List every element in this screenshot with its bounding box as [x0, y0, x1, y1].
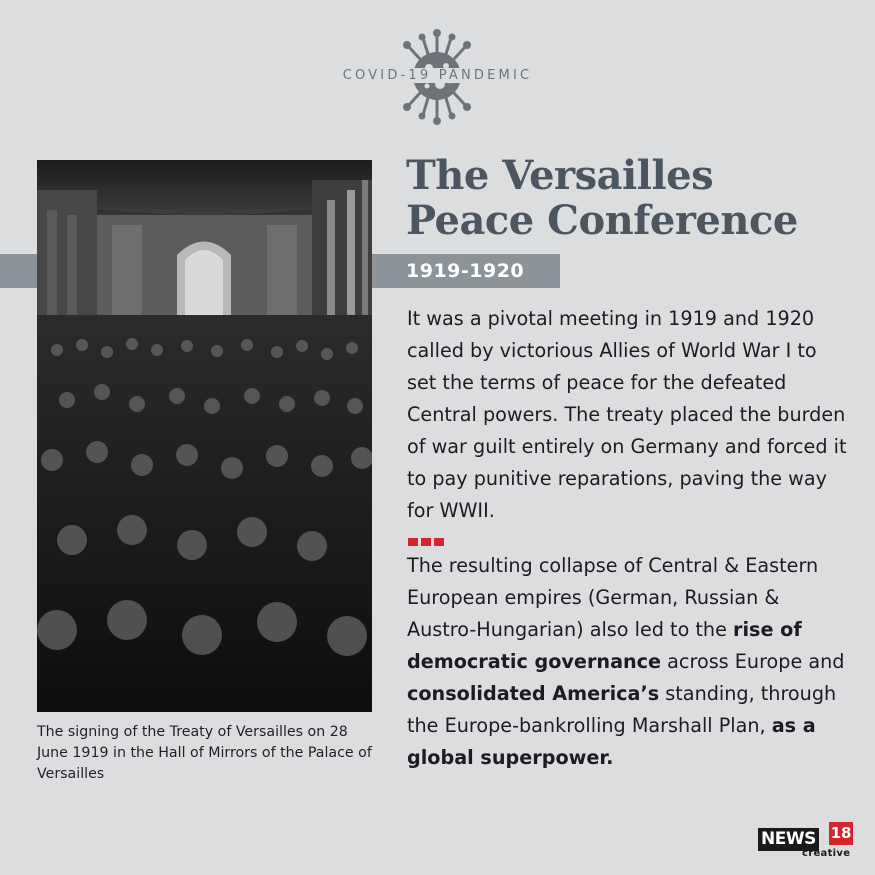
header	[0, 26, 875, 131]
paragraph-2	[407, 550, 852, 774]
divider-dots	[408, 531, 448, 540]
paragraph-1: It was a pivotal meeting in 1919 and 1920 called by victorious Allies of World War I to set the terms of peace for the defeated Central powers. The treaty placed the burden of war guilt entirely on Germany and forced it to pay punitive reparations, paving the way for WWII.	[407, 307, 847, 522]
section-kicker: COVID-19 PANDEMIC	[342, 68, 533, 83]
hall-of-mirrors-illustration	[37, 160, 372, 712]
date-range: 1919-1920	[406, 260, 525, 282]
page-title	[406, 153, 846, 243]
crowd-photo	[37, 160, 372, 712]
title-line-1: The Versailles	[406, 152, 714, 199]
paragraph-2-text: standing, through the Europe-bankrolling Marshall Plan,	[407, 682, 837, 737]
paragraph-2-emphasis: consolidated America’s	[407, 682, 660, 705]
paragraph-2-emphasis: rise of democratic governance	[407, 618, 802, 673]
news18-logo	[758, 822, 858, 862]
title-line-2: Peace Conference	[406, 197, 798, 244]
paragraph-2-text: The resulting collapse of Central & Eastern European empires (German, Russian & Austro-Hungarian) also led to the	[407, 554, 819, 641]
paragraph-2-emphasis: as a global superpower.	[407, 714, 816, 769]
logo-sub: creative	[802, 848, 851, 859]
paragraph-2-text: across Europe and	[661, 650, 845, 673]
photo-caption: The signing of the Treaty of Versailles on 28 June 1919 in the Hall of Mirrors of the Palace of Versailles	[37, 724, 372, 782]
logo-number: 18	[829, 822, 853, 845]
logo-news: NEWS	[758, 828, 819, 851]
